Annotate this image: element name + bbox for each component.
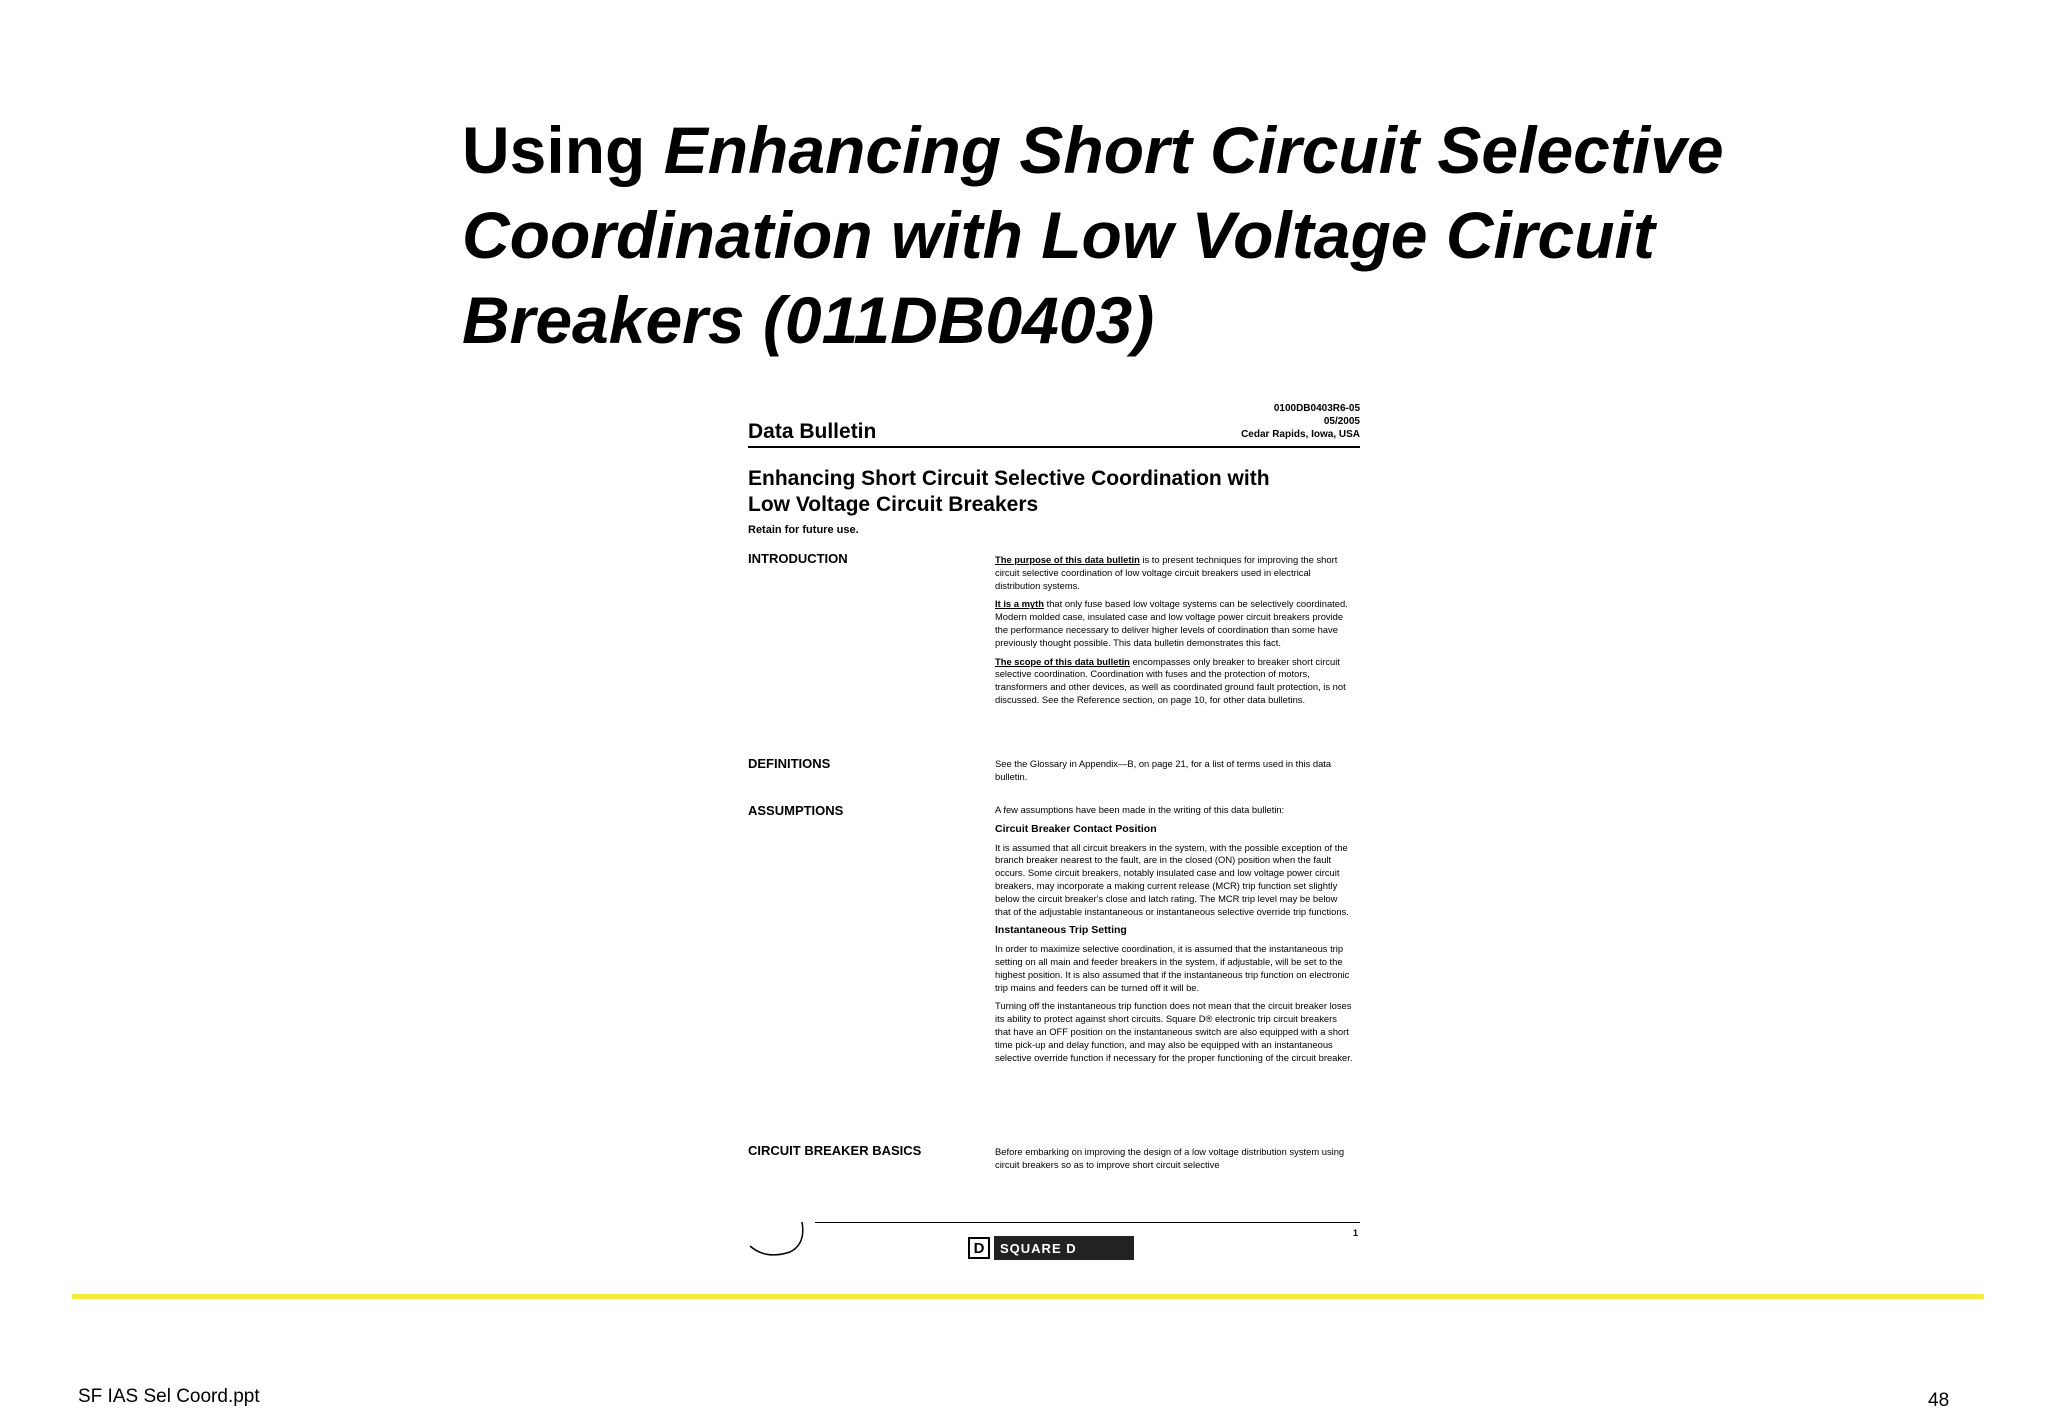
section-heading-definitions: DEFINITIONS (748, 756, 831, 771)
doc-header-rule (748, 446, 1360, 448)
slide-title (462, 108, 1862, 363)
section-heading-introduction: INTRODUCTION (748, 551, 848, 566)
section-heading-assumptions: ASSUMPTIONS (748, 803, 844, 818)
document-page-image (740, 398, 1360, 1268)
slide-number: 48 (1928, 1390, 1950, 1411)
assumptions-text: It is assumed that all circuit breakers in the system, with the possible exception of the branch breaker nearest to the fault, are in the closed (ON) position when the fault occurs. Some circuit breakers, notably insulated case and low voltage power circuit breakers, may incorporate a making current release (MCR) trip function set slightly below the circuit breaker's close and latch rating. The MCR trip level may be below that of the adjustable instantaneous or instantaneous selective override trip functions. (995, 841, 1349, 917)
intro-paragraph: The scope of this data bulletin encompasses only breaker to breaker short circuit selective coordination. Coordination with fuses and the protection of motors, transformers and other devices, as well as coordinated ground fault protection, is not discussed. See the Reference section, on page 10, for other data bulletins. (995, 655, 1346, 705)
section-body-basics (995, 1146, 1355, 1178)
intro-paragraph: It is a myth that only fuse based low voltage systems can be selectively coordinated. Modern molded case, insulated case and low voltage power circuit breakers provide the performance necessary to deliver higher levels of coordination than some have previously thought possible. This data bulletin demonstrates this fact. (995, 598, 1348, 648)
section-body-definitions (995, 758, 1355, 790)
section-body-introduction (995, 554, 1355, 713)
subheading-contact-position: Circuit Breaker Contact Position (995, 822, 1157, 835)
schneider-swoosh-icon (746, 1216, 810, 1260)
assumptions-text: Turning off the instantaneous trip function does not mean that the circuit breaker loses its ability to protect against short circuits. Square D® electronic trip circuit breakers that have an OFF position on the instantaneous switch are also equipped with a short time pick-up and delay function, and may also be equipped with an instantaneous selective override function if necessary for the proper functioning of the circuit breaker. (995, 1000, 1353, 1063)
document-header-info (1241, 402, 1360, 441)
assumptions-text: In order to maximize selective coordination, it is assumed that the instantaneous trip setting on all main and feeder breakers in the system, if adjustable, will be set to the highest position. It is also assumed that if the instantaneous trip function on electronic trip mains and feeders can be turned off it will be. (995, 943, 1350, 993)
doc-brand: Data Bulletin (748, 420, 877, 443)
doc-date: 05/2005 (1323, 416, 1360, 427)
section-heading-basics: CIRCUIT BREAKER BASICS (748, 1143, 922, 1158)
doc-page-number: 1 (1352, 1228, 1358, 1238)
subheading-instantaneous-trip: Instantaneous Trip Setting (995, 924, 1127, 937)
doc-title: Enhancing Short Circuit Selective Coordination with Low Voltage Circuit Breakers (748, 467, 1270, 516)
definitions-text: See the Glossary in Appendix—B, on page 21, for a list of terms used in this data bulletin. (995, 758, 1332, 782)
footer-file-name: SF IAS Sel Coord.ppt (78, 1386, 260, 1407)
schneider-logo (746, 1216, 810, 1260)
slide-title-italic: Enhancing Short Circuit Selective Coordination with Low Voltage Circuit Breakers (011DB0403) (462, 113, 1724, 357)
assumptions-intro: A few assumptions have been made in the writing of this data bulletin: (995, 804, 1285, 815)
section-body-assumptions (995, 804, 1355, 1070)
doc-location: Cedar Rapids, Iowa, USA (1241, 429, 1360, 440)
doc-number: 0100DB0403R6-05 (1273, 403, 1360, 414)
square-d-logo (968, 1236, 1134, 1260)
basics-text: Before embarking on improving the design of a low voltage distribution system using circuit breakers so as to improve short circuit selective (995, 1146, 1345, 1170)
doc-footer-rule (815, 1222, 1360, 1223)
slide-title-plain: Using (462, 113, 664, 187)
square-d-mark: D (968, 1237, 990, 1259)
doc-retain-note: Retain for future use. (748, 524, 859, 536)
yellow-divider (72, 1294, 1984, 1299)
square-d-wordmark: SQUARE D (994, 1236, 1134, 1260)
intro-paragraph: The purpose of this data bulletin is to present techniques for improving the short circuit selective coordination of low voltage circuit breakers used in electrical distribution systems. (995, 554, 1338, 591)
